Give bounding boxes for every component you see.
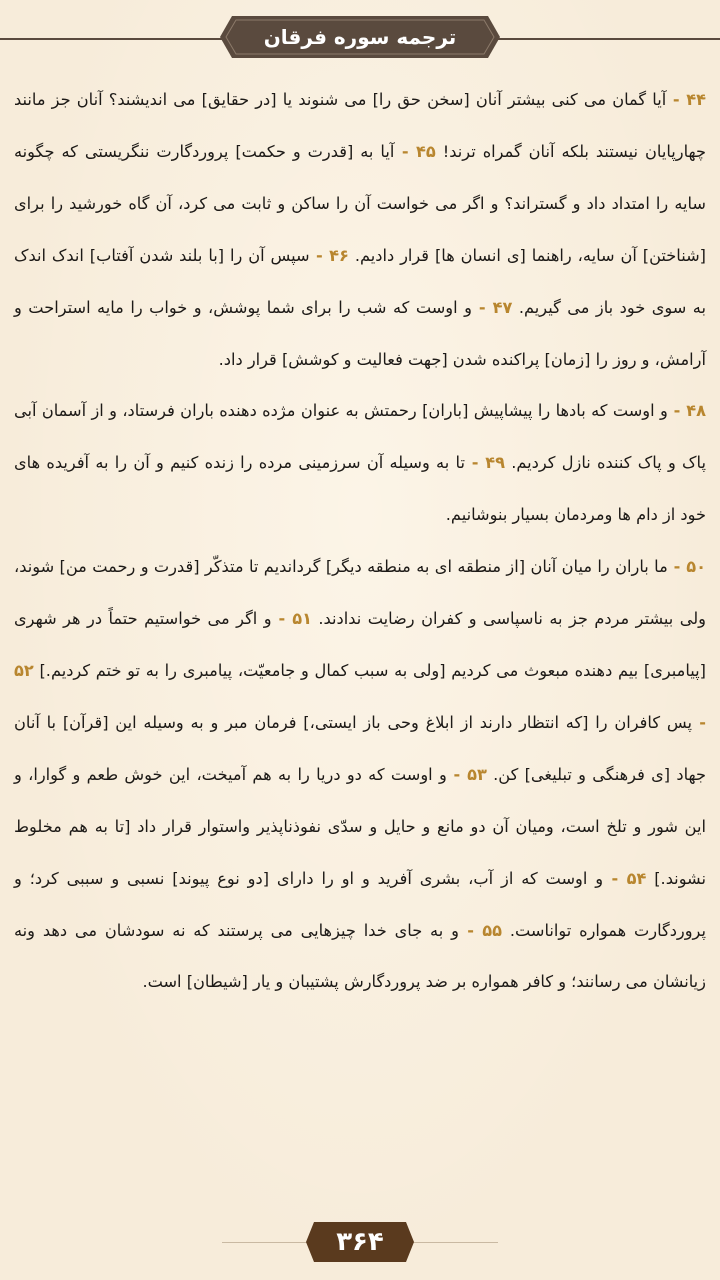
verse-number: ۴۶ - <box>309 245 349 265</box>
verse-text: سپس آن را [با بلند شدن آفتاب] اندک اندک به سوی خود باز می گیریم. <box>14 245 706 317</box>
verse-text: تا به وسیله آن سرزمینی مرده را زنده کنیم و آن را به آفریده های خود از دام ها ومردمان بسیار بنوشانیم. <box>14 453 706 525</box>
page-title: ترجمه سوره فرقان <box>263 25 457 49</box>
verse-number: ۴۷ - <box>471 297 513 317</box>
verse-number: ۴۹ - <box>464 453 505 473</box>
verse-number: ۵۲ - <box>14 660 706 732</box>
header-banner <box>218 14 502 62</box>
header-divider-left <box>0 38 230 40</box>
verse-text: و اوست که دو دریا را به هم آمیخت، این خوش طعم و گوارا، و این شور و تلخ است، ومیان آن دو مانع و حایل و سدّی نفوذناپذیر واستوار قرار داد [تا به هم مخلوط نشوند.] <box>14 764 707 888</box>
page-number: ۳۶۴ <box>336 1227 384 1257</box>
page-number-badge <box>304 1220 416 1266</box>
translation-text <box>14 74 706 1008</box>
verse-number: ۴۵ - <box>394 141 436 161</box>
footer-divider-right <box>406 1242 498 1243</box>
verse-number: ۵۳ - <box>446 764 487 784</box>
verse-number: ۵۰ - <box>667 557 706 577</box>
passage <box>14 541 706 1008</box>
verse-text: و به جای خدا چیزهایی می پرستند که نه سودشان می دهد ونه زیانشان می رسانند؛ و کافر همواره بر ضد پروردگارش پشتیبان و یار [شیطان] است. <box>14 920 706 992</box>
passage <box>14 385 706 541</box>
verse-text: و اوست که از آب، بشری آفرید و او را دارای [دو نوع پیوند] نسبی و سببی کرد؛ و پروردگارت همواره تواناست. <box>14 868 706 940</box>
verse-text: و اوست که شب را برای شما پوشش، و خواب را مایه استراحت و آرامش، و روز را [زمان] پراکنده شدن [جهت فعالیت و کوشش] قرار داد. <box>14 297 706 369</box>
verse-text: آیا به [قدرت و حکمت] پروردگارت ننگریستی که چگونه سایه را امتداد داد و گستراند؟ و اگر می خواست آن را ساکن و ثابت می کرد، آن گاه خورشید را برای [شناختن] آن سایه، راهنما [ی انسان ها] قرار دادیم. <box>14 141 706 265</box>
verse-number: ۵۱ - <box>271 609 312 629</box>
verse-number: ۵۴ - <box>603 868 647 888</box>
verse-text: آیا گمان می کنی بیشتر آنان [سخن حق را] می شنوند یا [در حقایق] می اندیشند؟ آنان جز مانند چهارپایان نیستند بلکه آنان گمراه ترند! <box>14 90 706 161</box>
footer-divider-left <box>222 1242 314 1243</box>
verse-number: ۴۴ - <box>666 90 706 109</box>
verse-number: ۴۸ - <box>667 401 706 421</box>
verse-text: و اوست که بادها را پیشاپیش [باران] رحمتش به عنوان مژده دهنده باران فرستاد، و از آسمان آبی پاک و پاک کننده نازل کردیم. <box>14 401 706 473</box>
verse-text: و اگر می خواستیم حتماً در هر شهری [پیامبری] بیم دهنده مبعوث می کردیم [ولی به سبب کمال و جامعیّت، پیامبری را به تو ختم کردیم.] <box>14 609 706 680</box>
verse-text: پس کافران را [که انتظار دارند از ابلاغ وحی باز ایستی،] فرمان مبر و به وسیله این [قرآن] با آنان جهاد [ی فرهنگی و تبلیغی] کن. <box>14 712 707 784</box>
header-divider-right <box>490 38 720 40</box>
verse-text: ما باران را میان آنان [از منطقه ای به منطقه دیگر] گرداندیم تا متذکّر [قدرت و رحمت من] شوند، ولی بیشتر مردم جز به ناسپاسی و کفران رضایت ندادند. <box>14 557 706 629</box>
passage <box>14 74 706 385</box>
verse-number: ۵۵ - <box>458 920 503 940</box>
